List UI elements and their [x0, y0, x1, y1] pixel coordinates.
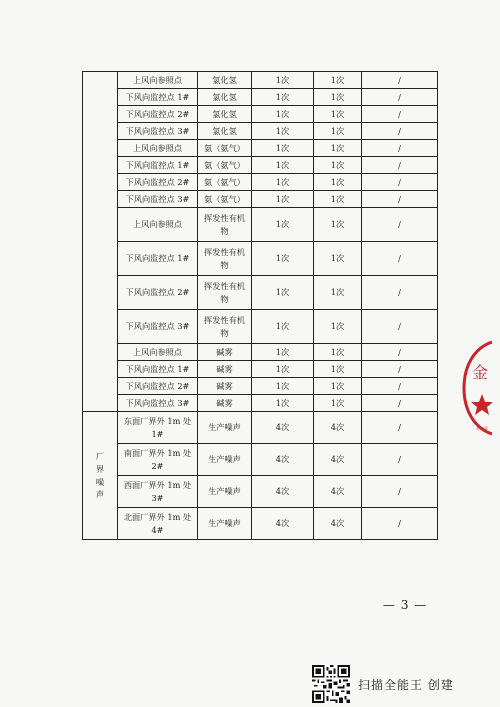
company-seal [460, 338, 492, 438]
table-row [83, 444, 438, 476]
point-cell: 南面厂界外 1m 处 2# [118, 444, 198, 476]
page-number: — 3 — [383, 598, 428, 612]
seal-char: 金 [471, 363, 489, 382]
note-cell: / [362, 191, 438, 208]
point-cell: 下风向监控点 3# [118, 123, 198, 140]
point-cell: 下风向监控点 2# [118, 276, 198, 310]
qr-code-icon [312, 665, 350, 703]
frequency-cell: 1次 [252, 140, 314, 157]
note-cell: / [362, 276, 438, 310]
svg-text:专用章: 专用章 [476, 426, 488, 431]
monitoring-table [82, 71, 438, 540]
frequency-cell: 4次 [314, 444, 362, 476]
frequency-cell: 1次 [252, 106, 314, 123]
item-cell: 氨（氨气） [198, 174, 252, 191]
table-row [83, 106, 438, 123]
frequency-cell: 1次 [252, 191, 314, 208]
frequency-cell: 4次 [252, 476, 314, 508]
note-cell: / [362, 140, 438, 157]
table-row [83, 344, 438, 361]
table-row [83, 242, 438, 276]
category-cell [83, 72, 118, 412]
note-cell: / [362, 208, 438, 242]
frequency-cell: 1次 [252, 157, 314, 174]
item-cell: 挥发性有机物 [198, 242, 252, 276]
frequency-cell: 4次 [252, 508, 314, 540]
point-cell: 上风向参照点 [118, 140, 198, 157]
note-cell: / [362, 508, 438, 540]
point-cell: 下风向监控点 1# [118, 361, 198, 378]
frequency-cell: 1次 [314, 242, 362, 276]
frequency-cell: 1次 [252, 378, 314, 395]
note-cell: / [362, 310, 438, 344]
item-cell: 碱雾 [198, 378, 252, 395]
item-cell: 挥发性有机物 [198, 208, 252, 242]
point-cell: 下风向监控点 3# [118, 310, 198, 344]
note-cell: / [362, 412, 438, 444]
frequency-cell: 1次 [252, 123, 314, 140]
note-cell: / [362, 378, 438, 395]
item-cell: 氯化氢 [198, 106, 252, 123]
table-row [83, 276, 438, 310]
table-row [83, 361, 438, 378]
scanner-watermark [312, 664, 454, 704]
frequency-cell: 1次 [252, 72, 314, 89]
note-cell: / [362, 89, 438, 106]
table-row [83, 89, 438, 106]
item-cell: 碱雾 [198, 344, 252, 361]
frequency-cell: 1次 [252, 395, 314, 412]
frequency-cell: 1次 [314, 174, 362, 191]
frequency-cell: 1次 [314, 191, 362, 208]
frequency-cell: 1次 [252, 242, 314, 276]
frequency-cell: 1次 [314, 157, 362, 174]
table-row [83, 378, 438, 395]
point-cell: 下风向监控点 3# [118, 395, 198, 412]
table-row [83, 412, 438, 444]
table-row [83, 174, 438, 191]
table-row [83, 72, 438, 89]
note-cell: / [362, 361, 438, 378]
point-cell: 下风向监控点 1# [118, 157, 198, 174]
item-cell: 生产噪声 [198, 412, 252, 444]
frequency-cell: 1次 [252, 174, 314, 191]
table-row [83, 208, 438, 242]
item-cell: 碱雾 [198, 361, 252, 378]
note-cell: / [362, 106, 438, 123]
point-cell: 下风向监控点 2# [118, 174, 198, 191]
frequency-cell: 1次 [314, 395, 362, 412]
note-cell: / [362, 344, 438, 361]
frequency-cell: 1次 [314, 106, 362, 123]
item-cell: 生产噪声 [198, 444, 252, 476]
frequency-cell: 4次 [314, 476, 362, 508]
frequency-cell: 4次 [252, 412, 314, 444]
frequency-cell: 4次 [314, 412, 362, 444]
table-row [83, 191, 438, 208]
frequency-cell: 1次 [314, 276, 362, 310]
item-cell: 氯化氢 [198, 89, 252, 106]
frequency-cell: 1次 [252, 89, 314, 106]
table-row [83, 395, 438, 412]
note-cell: / [362, 72, 438, 89]
item-cell: 氨（氨气） [198, 191, 252, 208]
item-cell: 氨（氨气） [198, 157, 252, 174]
table-row [83, 157, 438, 174]
frequency-cell: 1次 [314, 72, 362, 89]
item-cell: 生产噪声 [198, 476, 252, 508]
item-cell: 生产噪声 [198, 508, 252, 540]
point-cell: 东面厂界外 1m 处 1# [118, 412, 198, 444]
note-cell: / [362, 395, 438, 412]
point-cell: 西面厂界外 1m 处 3# [118, 476, 198, 508]
note-cell: / [362, 174, 438, 191]
frequency-cell: 1次 [252, 276, 314, 310]
frequency-cell: 4次 [314, 508, 362, 540]
frequency-cell: 1次 [252, 310, 314, 344]
table-row [83, 508, 438, 540]
table-row [83, 140, 438, 157]
frequency-cell: 1次 [314, 378, 362, 395]
table-row [83, 476, 438, 508]
item-cell: 挥发性有机物 [198, 276, 252, 310]
frequency-cell: 1次 [314, 310, 362, 344]
note-cell: / [362, 157, 438, 174]
item-cell: 氯化氢 [198, 123, 252, 140]
item-cell: 氯化氢 [198, 72, 252, 89]
point-cell: 北面厂界外 1m 处 4# [118, 508, 198, 540]
item-cell: 碱雾 [198, 395, 252, 412]
point-cell: 上风向参照点 [118, 208, 198, 242]
table-row [83, 123, 438, 140]
watermark-text: 扫描全能王 创建 [358, 677, 454, 692]
frequency-cell: 1次 [252, 344, 314, 361]
point-cell: 下风向监控点 1# [118, 89, 198, 106]
note-cell: / [362, 444, 438, 476]
frequency-cell: 1次 [314, 344, 362, 361]
frequency-cell: 1次 [314, 361, 362, 378]
item-cell: 挥发性有机物 [198, 310, 252, 344]
point-cell: 下风向监控点 1# [118, 242, 198, 276]
point-cell: 下风向监控点 2# [118, 106, 198, 123]
frequency-cell: 1次 [252, 208, 314, 242]
point-cell: 下风向监控点 3# [118, 191, 198, 208]
point-cell: 下风向监控点 2# [118, 378, 198, 395]
frequency-cell: 1次 [314, 140, 362, 157]
item-cell: 氨（氨气） [198, 140, 252, 157]
frequency-cell: 1次 [314, 123, 362, 140]
frequency-cell: 4次 [252, 444, 314, 476]
note-cell: / [362, 476, 438, 508]
frequency-cell: 1次 [252, 361, 314, 378]
frequency-cell: 1次 [314, 208, 362, 242]
table-row [83, 310, 438, 344]
note-cell: / [362, 123, 438, 140]
category-cell: 厂界噪声 [83, 412, 118, 540]
frequency-cell: 1次 [314, 89, 362, 106]
point-cell: 上风向参照点 [118, 72, 198, 89]
point-cell: 上风向参照点 [118, 344, 198, 361]
note-cell: / [362, 242, 438, 276]
